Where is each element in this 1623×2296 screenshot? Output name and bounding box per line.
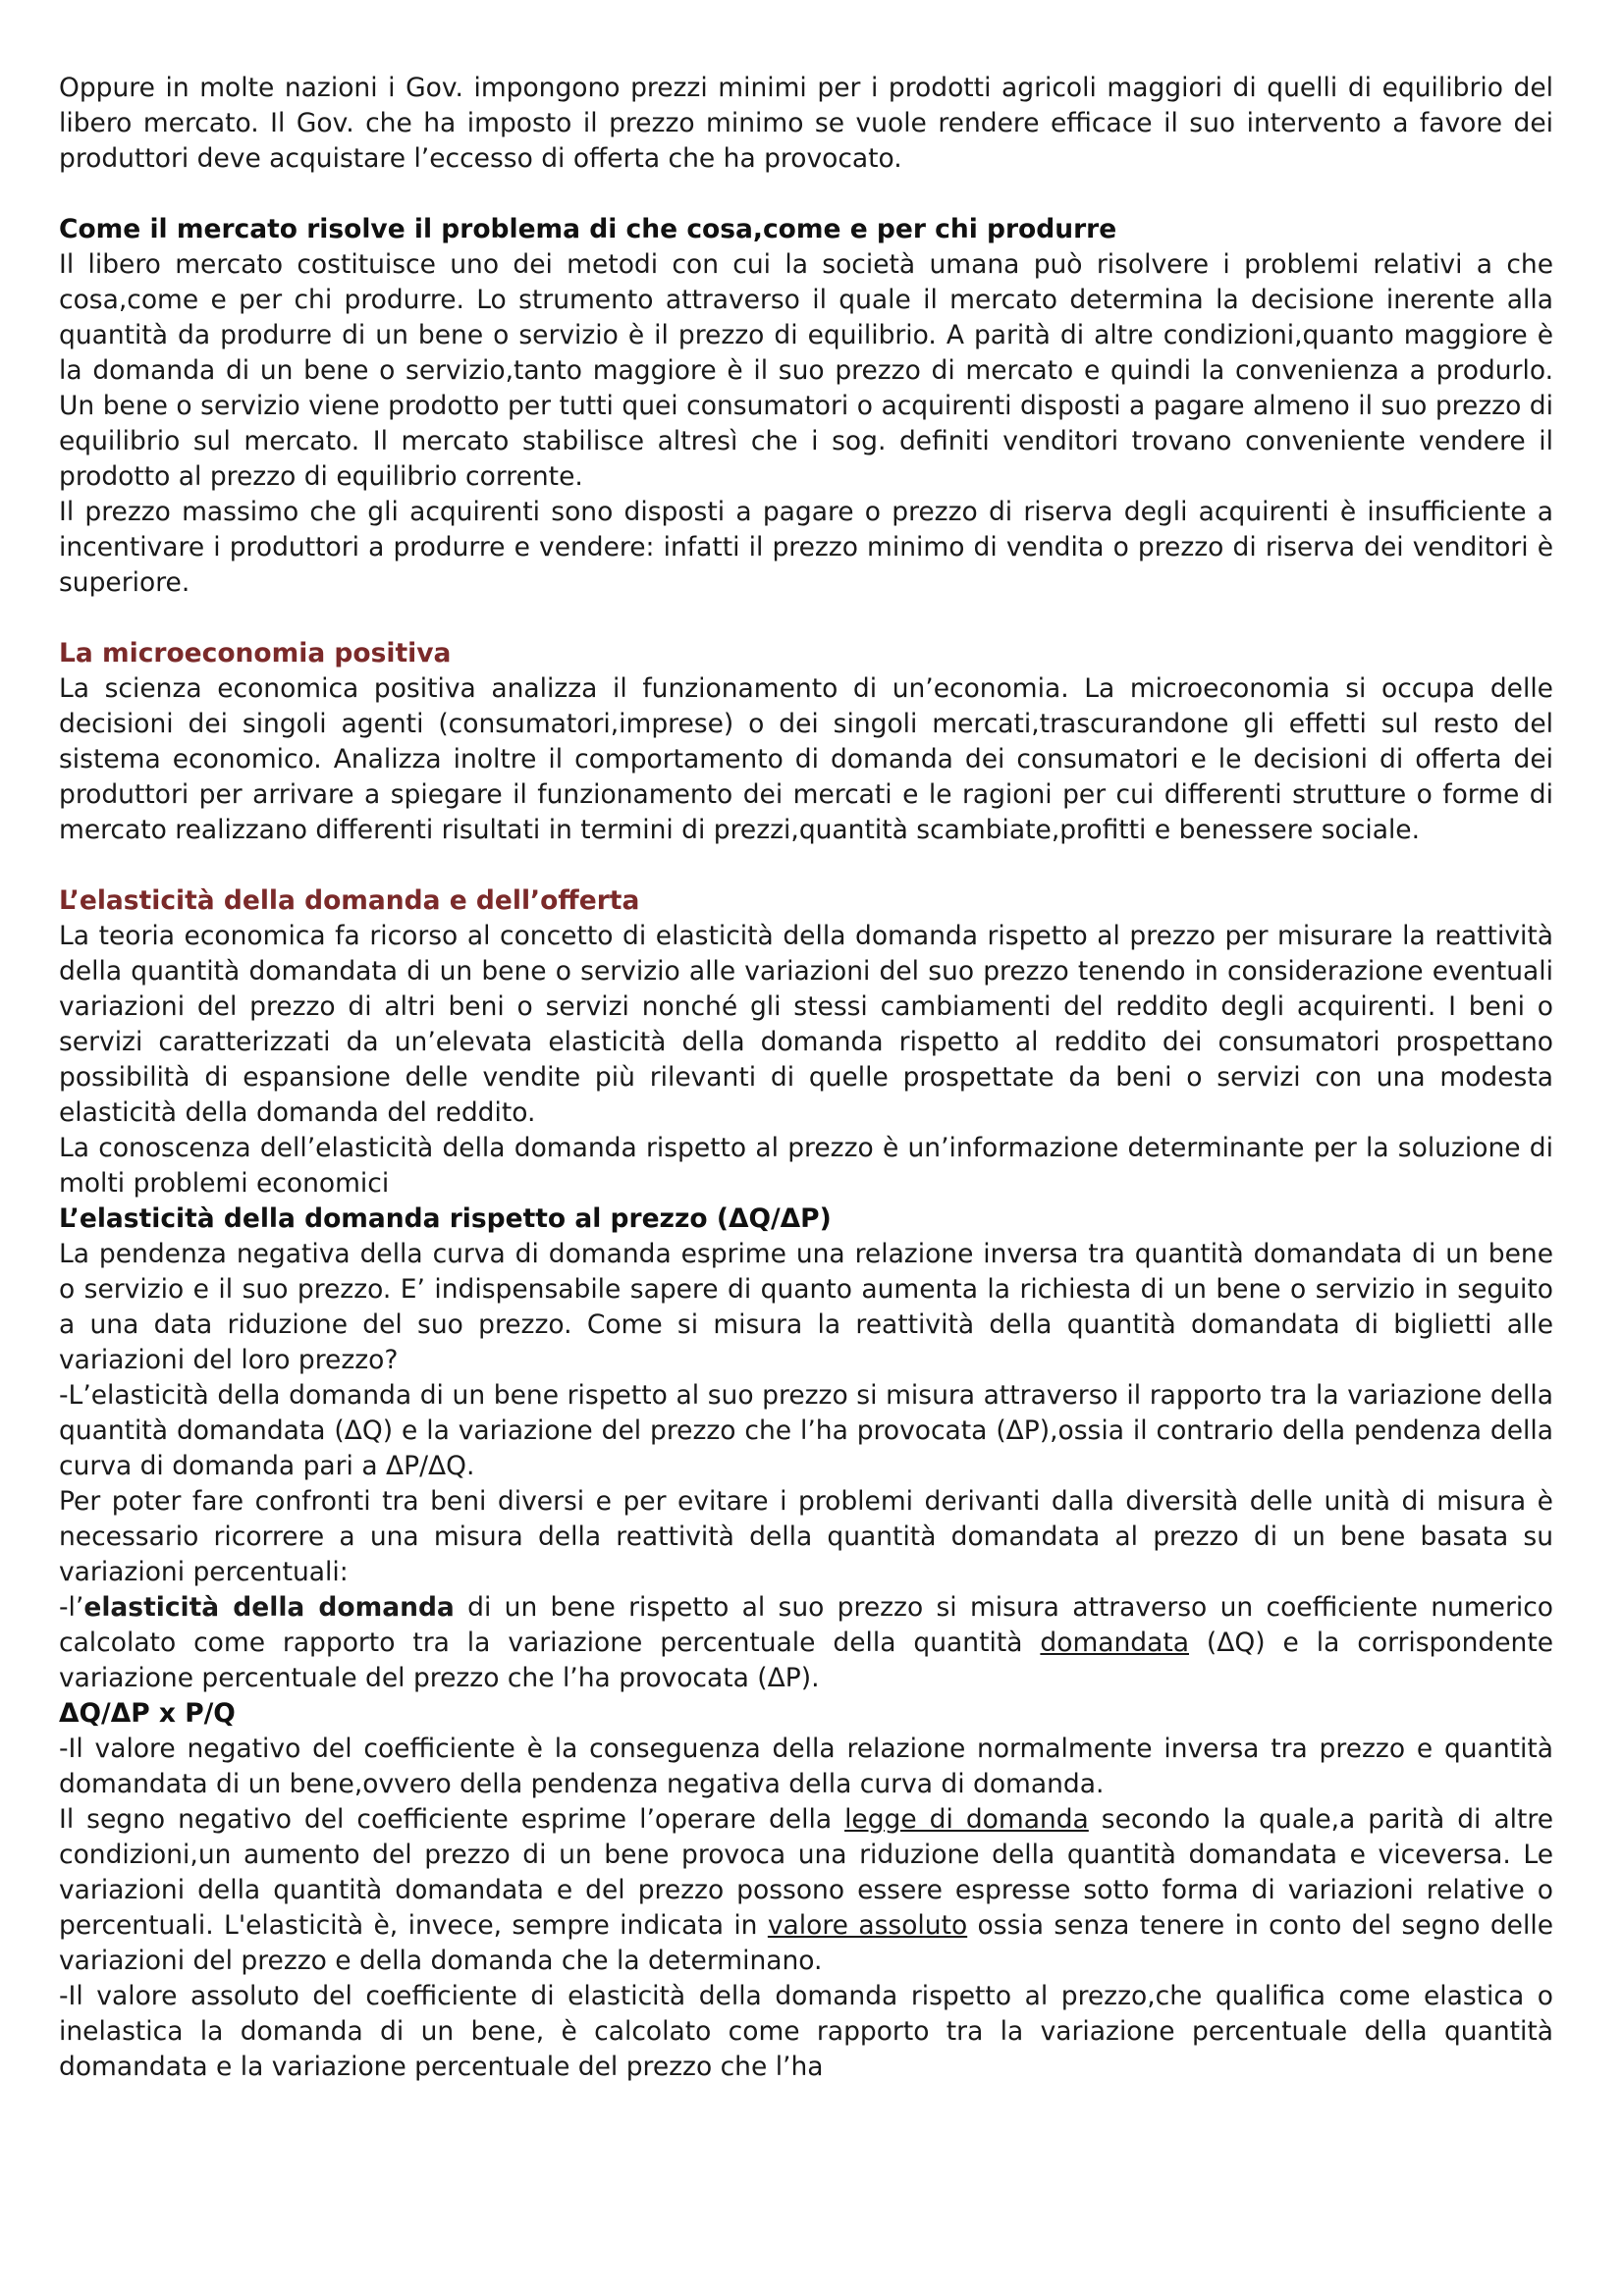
section-heading-elasticity: L’elasticità della domanda e dell’offerta [59, 885, 640, 916]
intro-paragraph: Oppure in molte nazioni i Gov. impongono prezzi minimi per i prodotti agricoli maggiori di quelli di equilibrio del libero mercato. Il Gov. che ha imposto il prezzo minimo se vuole rendere efficace il suo intervento a favore dei produttori deve acquistare l’eccesso di offerta che ha provocato. [59, 73, 1553, 174]
elasticity-formula: ΔQ/ΔP x P/Q [59, 1698, 236, 1729]
underlined-term-valore-assoluto: valore assoluto [767, 1910, 968, 1941]
section-heading-microeconomics: La microeconomia positiva [59, 638, 452, 668]
text-run: (ΔQ) e la corrispondente variazione percentuale del prezzo che l’ha provocata (ΔP). [59, 1628, 1554, 1693]
bold-term-elasticity: elasticità della domanda [83, 1592, 455, 1623]
document-page [59, 71, 1553, 2085]
section-heading-market: Come il mercato risolve il problema di che cosa,come e per chi produrre [59, 214, 1117, 244]
elasticity-paragraph-5: Per poter fare confronti tra beni diversi e per evitare i problemi derivanti dalla diversità delle unità di misura è necessario ricorrere a una misura della reattività della quantità domandata al prezzo di un bene basata su variazioni percentuali: [59, 1486, 1553, 1587]
spacer [59, 848, 1553, 883]
market-paragraph-2: Il prezzo massimo che gli acquirenti sono disposti a pagare o prezzo di riserva degli acquirenti è insufficiente a incentivare i produttori a produrre e vendere: infatti il prezzo minimo di vendita o prezzo di riserva dei venditori è superiore. [59, 497, 1553, 598]
spacer [59, 601, 1553, 636]
elasticity-paragraph-7: -Il valore negativo del coefficiente è la conseguenza della relazione normalmente inversa tra prezzo e quantità domandata di un bene,ovvero della pendenza negativa della curva di domanda. [59, 1734, 1553, 1799]
elasticity-paragraph-1: La teoria economica fa ricorso al concetto di elasticità della domanda rispetto al prezzo per misurare la reattività della quantità domandata di un bene o servizio alle variazioni del suo prezzo tenendo in considerazione eventuali variazioni del prezzo di altri beni o servizi nonché gli stessi cambiamenti del reddito degli acquirenti. I beni o servizi caratterizzati da un’elevata elasticità della domanda rispetto al reddito dei consumatori prospettano possibilità di espansione delle vendite più rilevanti di quelle prospettate da beni o servizi con una modesta elasticità della domanda del reddito. [59, 921, 1553, 1128]
market-paragraph-1: Il libero mercato costituisce uno dei metodi con cui la società umana può risolvere i problemi relativi a che cosa,come e per chi produrre. Lo strumento attraverso il quale il mercato determina la decisione inerente alla quantità da produrre di un bene o servizio è il prezzo di equilibrio. A parità di altre condizioni,quanto maggiore è la domanda di un bene o servizio,tanto maggiore è il suo prezzo di mercato e quindi la convenienza a produrlo. Un bene o servizio viene prodotto per tutti quei consumatori o acquirenti disposti a pagare almeno il suo prezzo di equilibrio sul mercato. Il mercato stabilisce altresì che i sog. definiti venditori trovano conveniente vendere il prodotto al prezzo di equilibrio corrente. [59, 249, 1553, 492]
underlined-term-domandata: domandata [1040, 1628, 1189, 1658]
subheading-price-elasticity: L’elasticità della domanda rispetto al prezzo (ΔQ/ΔP) [59, 1203, 832, 1234]
elasticity-paragraph-6 [59, 1590, 1553, 1696]
elasticity-paragraph-3: La pendenza negativa della curva di domanda esprime una relazione inversa tra quantità domandata di un bene o servizio e il suo prezzo. E’ indispensabile sapere di quanto aumenta la richiesta di un bene o servizio in seguito a una data riduzione del suo prezzo. Come si misura la reattività della quantità domandata di biglietti alle variazioni del loro prezzo? [59, 1239, 1553, 1375]
spacer [59, 177, 1553, 212]
elasticity-paragraph-8 [59, 1802, 1553, 1979]
elasticity-paragraph-2: La conoscenza dell’elasticità della domanda rispetto al prezzo è un’informazione determinante per la soluzione di molti problemi economici [59, 1133, 1553, 1199]
text-run: di un bene rispetto al suo prezzo si misura attraverso un coefficiente numerico calcolato come rapporto tra la variazione percentuale della quantità [59, 1592, 1554, 1658]
elasticity-paragraph-4: -L’elasticità della domanda di un bene rispetto al suo prezzo si misura attraverso il rapporto tra la variazione della quantità domandata (ΔQ) e la variazione del prezzo che l’ha provocata (ΔP),ossia il contrario della pendenza della curva di domanda pari a ΔP/ΔQ. [59, 1380, 1553, 1481]
text-run: Il segno negativo del coefficiente esprime l’operare della [59, 1804, 845, 1835]
text-run: ossia senza tenere in conto del segno delle variazioni del prezzo e della domanda che la determinano. [59, 1910, 1553, 1976]
text-run: -l’ [59, 1592, 84, 1623]
text-run: secondo la quale,a parità di altre condizioni,un aumento del prezzo di un bene provoca una riduzione della quantità domandata e viceversa. Le variazioni della quantità domandata e del prezzo possono essere espresse sotto forma di variazioni relative o percentuali. L'elasticità è, invece, sempre indicata in [59, 1804, 1553, 1941]
microeconomics-paragraph: La scienza economica positiva analizza il funzionamento di un’economia. La microeconomia si occupa delle decisioni dei singoli agenti (consumatori,imprese) o dei singoli mercati,trascurandone gli effetti sul resto del sistema economico. Analizza inoltre il comportamento di domanda dei consumatori e le decisioni di offerta dei produttori per arrivare a spiegare il funzionamento dei mercati e le ragioni per cui differenti strutture o forme di mercato realizzano differenti risultati in termini di prezzi,quantità scambiate,profitti e benessere sociale. [59, 673, 1553, 845]
underlined-term-legge-domanda: legge di domanda [844, 1804, 1089, 1835]
elasticity-paragraph-9: -Il valore assoluto del coefficiente di elasticità della domanda rispetto al prezzo,che qualifica come elastica o inelastica la domanda di un bene, è calcolato come rapporto tra la variazione percentuale della quantità domandata e la variazione percentuale del prezzo che l’ha [59, 1981, 1553, 2082]
